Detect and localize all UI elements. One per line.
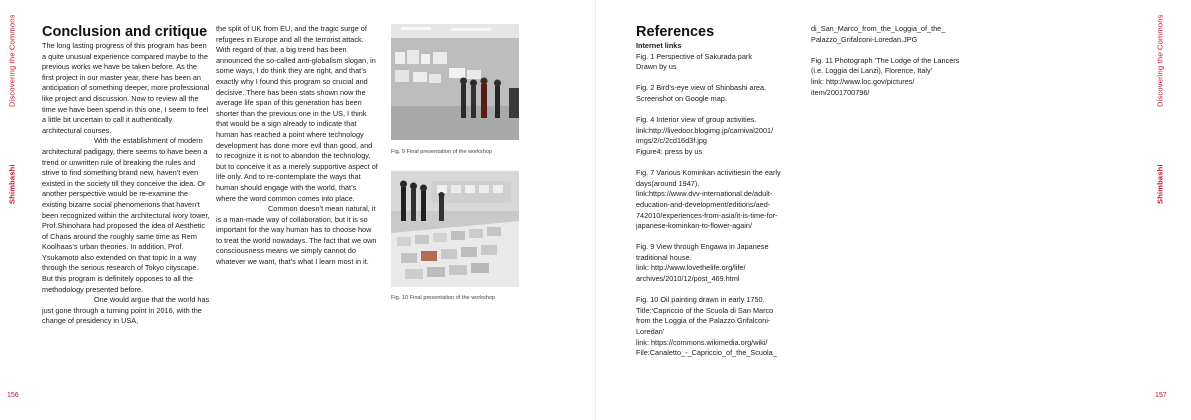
side-title-label: Discovering the Commons — [7, 14, 17, 107]
reference-link[interactable]: japanese-kominkan-to-flower-again/ — [636, 221, 752, 231]
reference-entry — [636, 83, 801, 104]
references-subheading: Internet links — [636, 41, 682, 50]
reference-line: Drawn by us — [636, 62, 677, 72]
references-heading: References — [636, 24, 715, 40]
reference-entry — [811, 24, 981, 45]
reference-link[interactable]: link:https://www.dvv-international.de/adult- — [636, 189, 773, 199]
figure-caption: Fig. 9 Final presentation of the workshop — [391, 149, 493, 155]
reference-link[interactable]: 742010/experiences-from-asia/it-is-time-for- — [636, 210, 778, 220]
section-heading: Conclusion and critique — [42, 24, 208, 40]
side-section-label: Shimbashi — [7, 164, 17, 204]
reference-entry — [636, 242, 801, 284]
reference-line: from the Loggia of the Palazzo Grifalconi- — [636, 316, 771, 326]
paragraph: One would argue that the world has just gone through a turning point in 2016, with the change of presidency in USA, — [42, 295, 210, 326]
right-page — [596, 0, 1191, 420]
side-title-label: Discovering the Commons — [1155, 14, 1165, 107]
workshop-photo-2 — [391, 171, 519, 287]
side-tab-right — [1154, 14, 1166, 204]
reference-line: days(around 1947). — [636, 178, 700, 188]
reference-line: Fig. 2 Bird’s-eye view of Shinbashi area. — [636, 83, 767, 93]
text-column-2 — [216, 24, 378, 268]
paragraph: Common doesn’t mean natural, it is a man-made way of collaboration, but it is so important for the way human has to choose how to treat the world nowadays. The fact that we own consciousness means we simply cannot do whatever we want, that’s what I learn most in it. — [216, 204, 377, 267]
reference-line: traditional house. — [636, 252, 692, 262]
reference-entry — [636, 52, 801, 73]
reference-link[interactable]: Palazzo_Grifalconi-Loredan.JPG — [811, 34, 918, 44]
reference-line: Title:‘Capriccio of the Scuola di San Marco — [636, 305, 774, 315]
reference-line: Fig. 4 Interior view of group activities. — [636, 115, 757, 125]
reference-entry — [636, 295, 801, 359]
reference-link[interactable]: imgs/2/c/2cd16d3f.jpg — [636, 136, 707, 146]
reference-link[interactable]: link: http://www.loc.gov/pictures/ — [811, 76, 915, 86]
reference-link[interactable]: education-and-development/editions/aed- — [636, 199, 771, 209]
reference-link[interactable]: archives/2010/12/post_469.html — [636, 274, 740, 284]
page-number-left: 156 — [7, 392, 19, 399]
text-column-1 — [42, 24, 210, 327]
paragraph: The long lasting progress of this program has been a quite unusual experience compared maybe to the previous works we have be taken before. As the first project in our master year, there has been an anticipation of something deeper, more professional like project and discussion. Now to review all the time we have been spend in this one, I seem to feel a little bit uncertain to call it authentically architectural courses. — [42, 41, 210, 135]
references-column-1 — [636, 24, 801, 359]
reference-line: Loredan’ — [636, 327, 665, 337]
references-column-2 — [811, 24, 981, 98]
reference-entry — [636, 115, 801, 157]
page-number-right: 157 — [1155, 392, 1167, 399]
workshop-photo-1 — [391, 24, 519, 140]
paragraph: the split of UK from EU, and the tragic surge of refugees in Europe and all the terrorist attack. With regard of that, a big trend has been announced the so-called anti-globalism slogan, in some ways, I do think they are right, and that’s exactly why I found this program so crucial and decisive. There has been stats shown now the average life span of this generation has been shorter than the previous one in the US, I think that would be a sign already to indicate that human has reached a point where technology development has done more evil than good, and to recognize it is not to abandon the technology, but to conceive it as a merely supportive aspect of life only. And to re-contemplate the ways that human should engage with the world, that’s where the word common comes into place. — [216, 24, 378, 203]
reference-line: Fig. 10 Oil painting drawn in early 1750. — [636, 295, 765, 305]
reference-line: Fig. 7 Various Kominkan activitiesin the early — [636, 168, 781, 178]
side-section-label: Shimbashi — [1155, 164, 1165, 204]
reference-entry — [636, 168, 801, 232]
figure-caption: Fig. 10 Final presentation of the workshop — [391, 295, 496, 301]
reference-link[interactable]: di_San_Marco_from_the_Loggia_of_the_ — [811, 24, 946, 33]
reference-line: Fig. 9 View through Engawa in Japanese — [636, 242, 769, 252]
reference-line: Fig. 1 Perspective of Sakurada park — [636, 51, 752, 61]
reference-line: (i.e. Loggia dei Lanzi), Florence, Italy’ — [811, 66, 933, 76]
reference-link[interactable]: link:http://livedoor.blogimg.jp/carnival2001/ — [636, 125, 774, 135]
reference-link[interactable]: link: http://www.lovethelife.org/life/ — [636, 263, 746, 273]
reference-link[interactable]: File:Canaletto_-_Capriccio_of_the_Scuola_ — [636, 348, 777, 358]
reference-link[interactable]: link: https://commons.wikimedia.org/wiki/ — [636, 337, 768, 347]
reference-entry — [811, 56, 981, 98]
reference-link[interactable]: item/2001700796/ — [811, 87, 870, 97]
reference-line: Screenshot on Google map. — [636, 93, 727, 103]
reference-line: Fig. 11 Photograph ‘The Lodge of the Lancers — [811, 55, 960, 65]
left-page — [0, 0, 595, 420]
side-tab-left — [6, 14, 18, 204]
reference-line: Figure4: press by us — [636, 146, 703, 156]
paragraph: With the establishment of modern architectural padigagy, there seems to have been a trend or unwritten rule of breaking the rules and strive to find something brand new, haven’t even existed in the society till they conceive the idea. Or another perspective would be re-examine the existing bizarre social phenomenons that haven’t been recognized within the architectural ivory tower, Prof.Shinohara had proposed the idea of Aesthetic of Chaos around the roughly same time as Rem Koolhaas’s urban theories. In addition, Prof. Ysukamoto also extended on that topic in a way through the serious research of Tokyo cityscape. But this program is definitely opposes to all the methodology presented before. — [42, 136, 210, 294]
